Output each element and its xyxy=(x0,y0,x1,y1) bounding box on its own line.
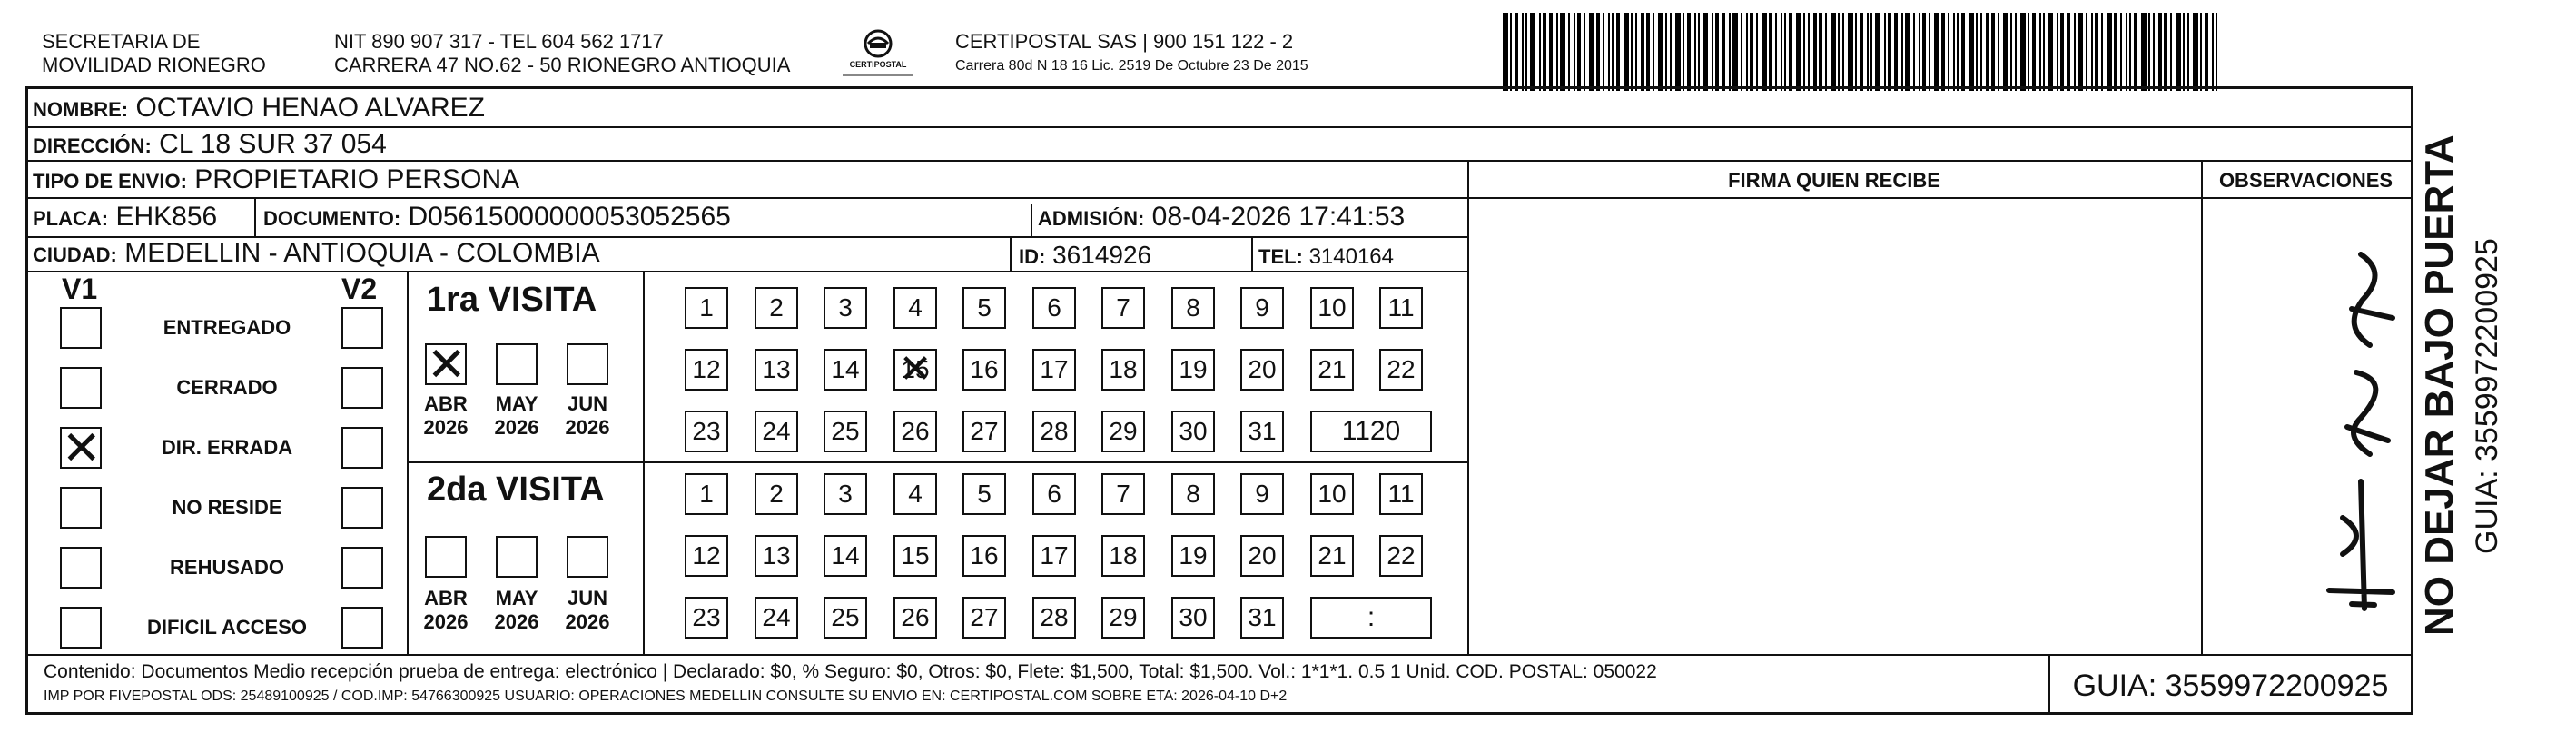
barcode-bar xyxy=(1675,13,1681,91)
visit-day-box[interactable]: 28 xyxy=(1032,597,1076,639)
city-label: CIUDAD: xyxy=(33,243,117,266)
visit-day-box[interactable]: 5 xyxy=(962,287,1006,329)
visit-day-box[interactable]: 6 xyxy=(1032,473,1076,515)
visit-month-name: MAY xyxy=(495,587,538,609)
v1-label: V1 xyxy=(62,272,98,305)
status-label: ENTREGADO xyxy=(163,316,291,339)
visit-month-checkbox[interactable] xyxy=(496,343,538,385)
visit-day-box[interactable]: 10 xyxy=(1310,287,1354,329)
visit-day-box[interactable]: 3 xyxy=(824,473,867,515)
barcode-bar xyxy=(1838,13,1840,91)
barcode-bar xyxy=(1665,13,1667,91)
visit-day-box[interactable]: 16 xyxy=(962,349,1006,391)
barcode-bar xyxy=(2200,13,2202,91)
barcode-bar xyxy=(1525,13,1527,91)
barcode-bar xyxy=(2039,13,2041,91)
barcode-bar xyxy=(2020,13,2026,91)
visit-day-box[interactable]: 11 xyxy=(1379,473,1423,515)
visit-day-box[interactable]: 14 xyxy=(824,349,867,391)
visit-day-box[interactable]: 6 xyxy=(1032,287,1076,329)
barcode-bar xyxy=(1670,13,1672,91)
barcode-bar xyxy=(1998,13,1999,91)
visit-day-box[interactable]: 15 ✕ xyxy=(893,349,937,391)
barcode-bar xyxy=(2060,13,2064,91)
barcode-bar xyxy=(1694,13,1696,91)
barcode-bar xyxy=(2212,13,2214,91)
barcode-bar xyxy=(1556,13,1558,91)
barcode-bar xyxy=(1976,13,1978,91)
barcode-bar xyxy=(2176,13,2181,91)
status-v1-checkbox[interactable] xyxy=(60,307,102,349)
barcode-bar xyxy=(1796,13,1801,91)
visit-month-name: MAY xyxy=(495,392,538,415)
visit-day-box[interactable]: 15 xyxy=(893,535,937,577)
visit-day-box[interactable]: 10 xyxy=(1310,473,1354,515)
visit-day-box[interactable]: 22 xyxy=(1379,535,1423,577)
barcode-bar xyxy=(1901,13,1903,91)
barcode-bar xyxy=(1503,13,1508,91)
admission-value: 08-04-2026 17:41:53 xyxy=(1151,202,1406,232)
visit-day-box[interactable]: 20 xyxy=(1240,349,1284,391)
visit-month-year: 2026 xyxy=(565,416,610,439)
status-v2-checkbox[interactable] xyxy=(341,307,383,349)
status-v2-checkbox[interactable] xyxy=(341,547,383,589)
visit-day-box[interactable]: 26 xyxy=(893,411,937,452)
barcode-bar xyxy=(2015,13,2017,91)
barcode-bar xyxy=(2032,13,2036,91)
barcode-bar xyxy=(2048,13,2053,91)
barcode-bar xyxy=(1961,13,1965,91)
visit-day-box[interactable]: 14 xyxy=(824,535,867,577)
barcode-bar xyxy=(1616,13,1620,91)
barcode-bar xyxy=(1855,13,1857,91)
status-v2-checkbox[interactable] xyxy=(341,427,383,469)
barcode-bar xyxy=(1687,13,1691,91)
visit-month-checkbox[interactable] xyxy=(425,536,467,578)
name-value: OCTAVIO HENAO ALVAREZ xyxy=(135,93,485,123)
address-label: DIRECCIÓN: xyxy=(33,134,152,157)
footer-contents: Contenido: Documentos Medio recepción prueba de entrega: electrónico | Declarado: $0, % Seguro: $0, Otros: $0, Flete: $1,500, Total: $1,500. Vol.: 1*1*1. 0.5 1 Unid. COD. POSTAL: 050022 xyxy=(44,661,1657,682)
barcode-bar xyxy=(1825,13,1827,91)
barcode-bar xyxy=(1953,13,1955,91)
barcode-bar xyxy=(1746,13,1748,91)
barcode-bar xyxy=(2086,13,2087,91)
barcode-bar xyxy=(1929,13,1930,91)
visit-day-box[interactable]: 9 xyxy=(1240,287,1284,329)
visit-month-year: 2026 xyxy=(494,610,539,633)
visit-day-box[interactable]: 23 xyxy=(685,597,728,639)
visit-day-box[interactable]: 12 xyxy=(685,349,728,391)
name-label: NOMBRE: xyxy=(33,98,129,121)
barcode-bar xyxy=(1698,13,1700,91)
document-value: D05615000000053052565 xyxy=(408,202,731,232)
visit-month-label xyxy=(489,392,545,440)
document-field xyxy=(263,202,731,234)
visit-month-year: 2026 xyxy=(423,610,469,633)
visit-day-box[interactable]: 30 xyxy=(1171,411,1215,452)
courier-line2: Carrera 80d N 18 16 Lic. 2519 De Octubre 23 De 2015 xyxy=(955,58,1308,74)
barcode-bar xyxy=(1991,13,1995,91)
visit-month-checkbox[interactable] xyxy=(496,536,538,578)
v2-label: V2 xyxy=(341,272,378,305)
barcode-bar xyxy=(1515,13,1518,91)
barcode-bar xyxy=(1596,13,1600,91)
barcode-bar xyxy=(1712,13,1713,91)
barcode-bar xyxy=(1732,13,1738,91)
org-name-line1: SECRETARIA DE xyxy=(42,30,201,53)
city-value: MEDELLIN - ANTIOQUIA - COLOMBIA xyxy=(124,238,600,268)
visit-day-box[interactable]: 29 xyxy=(1101,597,1145,639)
visit-day-box[interactable]: 31 xyxy=(1240,411,1284,452)
barcode-bar xyxy=(2141,13,2147,91)
visit-day-box[interactable]: 8 xyxy=(1171,473,1215,515)
barcode-bar xyxy=(1819,13,1822,91)
barcode-bar xyxy=(1769,13,1772,91)
courier-line1: CERTIPOSTAL SAS | 900 151 122 - 2 xyxy=(955,30,1294,53)
barcode-bar xyxy=(1584,13,1585,91)
barcode-bar xyxy=(1577,13,1581,91)
visit-day-box[interactable]: 2 xyxy=(755,473,798,515)
barcode-bar xyxy=(1530,13,1535,91)
visit-day-box[interactable]: 9 xyxy=(1240,473,1284,515)
visit-day-box[interactable]: 7 xyxy=(1101,287,1145,329)
row-divider-5 xyxy=(25,271,1467,272)
tel-value: 3140164 xyxy=(1308,244,1394,269)
barcode-bar xyxy=(2003,13,2008,91)
barcode-bar xyxy=(1549,13,1553,91)
visit-day-box[interactable]: 4 xyxy=(893,473,937,515)
barcode-bar xyxy=(2043,13,2045,91)
visit-time-box[interactable]: : xyxy=(1310,597,1432,639)
status-v1-checkbox[interactable] xyxy=(60,427,102,469)
barcode-bar xyxy=(2134,13,2137,91)
name-field xyxy=(33,93,485,125)
status-label: CERRADO xyxy=(176,376,278,399)
id-value: 3614926 xyxy=(1052,241,1152,269)
barcode-bar xyxy=(1894,13,1898,91)
barcode-bar xyxy=(1568,13,1570,91)
visit-day-box[interactable]: 25 xyxy=(824,597,867,639)
barcode-bar xyxy=(1703,13,1708,91)
visit-month-label xyxy=(418,587,474,634)
certipostal-logo xyxy=(841,25,915,80)
observations-header: OBSERVACIONES xyxy=(2218,169,2393,192)
guide-box xyxy=(2048,656,2411,712)
barcode-bar xyxy=(1948,13,1949,91)
visit-day-box[interactable]: 3 xyxy=(824,287,867,329)
signature-header: FIRMA QUIEN RECIBE xyxy=(1728,169,1940,192)
barcode-bar xyxy=(2205,13,2208,91)
barcode-bar xyxy=(1875,13,1880,91)
barcode-bar xyxy=(1808,13,1810,91)
barcode-bar xyxy=(1574,13,1575,91)
barcode-bar xyxy=(2114,13,2117,91)
visit-day-box[interactable]: 25 xyxy=(824,411,867,452)
plate-field xyxy=(33,202,217,234)
visit-day-box[interactable]: 20 xyxy=(1240,535,1284,577)
barcode-bar xyxy=(1884,13,1886,91)
barcode-bar xyxy=(1784,13,1786,91)
visit-split xyxy=(407,461,1467,463)
footer-print-info: IMP POR FIVEPOSTAL ODS: 25489100925 / COD.IMP: 54766300925 USUARIO: OPERACIONES MEDELLIN CONSULTE SU ENVIO EN: CERTIPOSTAL.COM SOBRE ETA: 2026-04-10 D+2 xyxy=(44,689,1288,704)
barcode-bar xyxy=(1715,13,1719,91)
barcode-bar xyxy=(2158,13,2162,91)
plate-value: EHK856 xyxy=(115,202,218,232)
handwritten-signature xyxy=(2306,245,2406,627)
barcode-bar xyxy=(1646,13,1650,91)
barcode-bar xyxy=(2091,13,2093,91)
barcode-bar xyxy=(1658,13,1663,91)
row-divider-1 xyxy=(25,126,2411,128)
document-label: DOCUMENTO: xyxy=(263,207,401,230)
barcode-bar xyxy=(1860,13,1863,91)
barcode-bar xyxy=(1957,13,1959,91)
visit-month-year: 2026 xyxy=(494,416,539,439)
barcode-bar xyxy=(2183,13,2185,91)
barcode-bar xyxy=(1831,13,1836,91)
visit-day-box[interactable]: 18 xyxy=(1101,349,1145,391)
send-type-value: PROPIETARIO PERSONA xyxy=(194,164,520,194)
barcode-bar xyxy=(1543,13,1546,91)
barcode-bar xyxy=(2170,13,2172,91)
visit-month-label xyxy=(489,587,545,634)
barcode-bar xyxy=(1560,13,1565,91)
barcode-bar xyxy=(1867,13,1869,91)
send-type-field xyxy=(33,164,519,197)
barcode-bar xyxy=(2148,13,2150,91)
barcode-bar xyxy=(1781,13,1782,91)
side-divider xyxy=(2411,86,2413,715)
visit-day-box[interactable]: 11 xyxy=(1379,287,1423,329)
visit-month-checkbox[interactable] xyxy=(567,536,608,578)
visit-day-box[interactable]: 26 xyxy=(893,597,937,639)
visit1-title: 1ra VISITA xyxy=(427,281,597,319)
visit-day-box[interactable]: 23 xyxy=(685,411,728,452)
barcode-bar xyxy=(1941,13,1945,91)
visit-month-name: ABR xyxy=(424,392,468,415)
visit-day-box[interactable]: 12 xyxy=(685,535,728,577)
barcode-bar xyxy=(1813,13,1817,91)
visit-month-year: 2026 xyxy=(423,416,469,439)
status-label: DIR. ERRADA xyxy=(161,436,293,459)
visit-day-box[interactable]: 21 xyxy=(1310,535,1354,577)
admission-field xyxy=(1038,202,1405,234)
barcode-bar xyxy=(1539,13,1541,91)
visit-day-box[interactable]: 19 xyxy=(1171,535,1215,577)
visit-month-name: ABR xyxy=(424,587,468,609)
visit-day-box[interactable]: 18 xyxy=(1101,535,1145,577)
barcode-bar xyxy=(2126,13,2127,91)
barcode-bar xyxy=(2010,13,2012,91)
observations-divider xyxy=(2201,160,2203,654)
city-field xyxy=(33,238,600,271)
barcode-bar xyxy=(2187,13,2189,91)
barcode-bar xyxy=(1980,13,1982,91)
visit2-title: 2da VISITA xyxy=(427,471,605,509)
barcode-bar xyxy=(1641,13,1644,91)
id-field xyxy=(1019,240,1151,272)
id-label: ID: xyxy=(1019,245,1046,268)
barcode-bar xyxy=(2120,13,2122,91)
barcode-bar xyxy=(1624,13,1629,91)
barcode-bar xyxy=(1789,13,1792,91)
id-divider xyxy=(1010,238,1012,271)
barcode-bar xyxy=(1631,13,1633,91)
barcode-bar xyxy=(2067,13,2070,91)
visit-day-box[interactable]: 1 xyxy=(685,473,728,515)
barcode-bar xyxy=(1608,13,1610,91)
visit-day-box[interactable]: 31 xyxy=(1240,597,1284,639)
barcode-bar xyxy=(1905,13,1910,91)
status-v2-checkbox[interactable] xyxy=(341,487,383,529)
barcode-bar xyxy=(1870,13,1872,91)
barcode-bar xyxy=(2153,13,2155,91)
barcode-bar xyxy=(1603,13,1604,91)
status-label: NO RESIDE xyxy=(172,496,282,519)
barcode xyxy=(1503,13,2229,91)
barcode-bar xyxy=(1922,13,1926,91)
status-label: DIFICIL ACCESO xyxy=(146,616,307,639)
visit-month-year: 2026 xyxy=(565,610,610,633)
visit-month-label xyxy=(418,392,474,440)
barcode-bar xyxy=(2078,13,2083,91)
visit-day-box[interactable]: 1 xyxy=(685,287,728,329)
address-field xyxy=(33,129,387,162)
tel-label: TEL: xyxy=(1258,245,1303,268)
status-v1-checkbox[interactable] xyxy=(60,487,102,529)
visit-day-box[interactable]: 8 xyxy=(1171,287,1215,329)
logo-text: CERTIPOSTAL xyxy=(849,60,907,69)
visit-day-box[interactable]: 16 xyxy=(962,535,1006,577)
visit-day-box[interactable]: 7 xyxy=(1101,473,1145,515)
barcode-bar xyxy=(2095,13,2098,91)
barcode-bar xyxy=(1589,13,1594,91)
barcode-bar xyxy=(2028,13,2029,91)
barcode-bar xyxy=(1842,13,1844,91)
send-type-label: TIPO DE ENVIO: xyxy=(33,170,187,193)
visit-month-label xyxy=(559,392,616,440)
side-warning: NO DEJAR BAJO PUERTA xyxy=(2417,134,2462,636)
barcode-bar xyxy=(1986,13,1989,91)
tel-field xyxy=(1258,242,1394,272)
barcode-bar xyxy=(2057,13,2058,91)
visit-day-box[interactable]: 27 xyxy=(962,597,1006,639)
barcode-bar xyxy=(2216,13,2217,91)
plate-divider xyxy=(254,197,256,236)
visit-month-checkbox[interactable] xyxy=(425,343,467,385)
barcode-bar xyxy=(1729,13,1731,91)
visit-day-box[interactable]: 24 xyxy=(755,411,798,452)
admission-divider xyxy=(1031,204,1032,236)
status-v2-checkbox[interactable] xyxy=(341,607,383,649)
barcode-bar xyxy=(1741,13,1742,91)
barcode-bar xyxy=(1803,13,1805,91)
visit-day-box[interactable]: 19 xyxy=(1171,349,1215,391)
visit-month-label xyxy=(559,587,616,634)
visit-day-box[interactable]: 27 xyxy=(962,411,1006,452)
visit-day-box[interactable]: 24 xyxy=(755,597,798,639)
status-v1-checkbox[interactable] xyxy=(60,547,102,589)
barcode-bar xyxy=(1775,13,1777,91)
column-head-divider xyxy=(1467,197,2411,199)
address-line: CARRERA 47 NO.62 - 50 RIONEGRO ANTIOQUIA xyxy=(334,54,791,76)
visit-month-name: JUN xyxy=(567,587,607,609)
visit-month-checkbox[interactable] xyxy=(567,343,608,385)
address-value: CL 18 SUR 37 054 xyxy=(159,129,387,159)
barcode-bar xyxy=(1762,13,1767,91)
barcode-bar xyxy=(2074,13,2076,91)
barcode-bar xyxy=(1510,13,1512,91)
barcode-bar xyxy=(1722,13,1725,91)
visit-day-box[interactable]: 30 xyxy=(1171,597,1215,639)
certipostal-logo-icon xyxy=(841,25,915,80)
status-v1-checkbox[interactable] xyxy=(60,607,102,649)
visit-day-box[interactable]: 4 xyxy=(893,287,937,329)
visit-day-box[interactable]: 17 xyxy=(1032,349,1076,391)
status-v2-checkbox[interactable] xyxy=(341,367,383,409)
barcode-bar xyxy=(1522,13,1524,91)
visit-month-name: JUN xyxy=(567,392,607,415)
barcode-bar xyxy=(1653,13,1654,91)
status-label: REHUSADO xyxy=(170,556,284,579)
visit-day-box[interactable]: 2 xyxy=(755,287,798,329)
barcode-bar xyxy=(2107,13,2112,91)
visit-day-box[interactable]: 29 xyxy=(1101,411,1145,452)
barcode-bar xyxy=(1919,13,1920,91)
barcode-bar xyxy=(1888,13,1891,91)
visit-day-box[interactable]: 21 xyxy=(1310,349,1354,391)
barcode-bar xyxy=(2129,13,2131,91)
signature-left-divider xyxy=(1467,160,1469,654)
org-name-line2: MOVILIDAD RIONEGRO xyxy=(42,54,266,76)
status-v1-checkbox[interactable] xyxy=(60,367,102,409)
barcode-bar xyxy=(1756,13,1758,91)
plate-label: PLACA: xyxy=(33,207,109,230)
barcode-bar xyxy=(1848,13,1853,91)
barcode-bar xyxy=(2164,13,2167,91)
barcode-bar xyxy=(1934,13,1939,91)
barcode-bar xyxy=(1683,13,1684,91)
barcode-bar xyxy=(2101,13,2103,91)
barcode-bar xyxy=(1969,13,1974,91)
barcode-bar xyxy=(1635,13,1637,91)
visit-time-box[interactable]: 1120 xyxy=(1310,411,1432,452)
visit-day-box[interactable]: 13 xyxy=(755,535,798,577)
nit-line: NIT 890 907 317 - TEL 604 562 1717 xyxy=(334,30,664,53)
tel-divider xyxy=(1251,238,1253,271)
barcode-bar xyxy=(1612,13,1614,91)
visit-day-box[interactable]: 5 xyxy=(962,473,1006,515)
admission-label: ADMISIÓN: xyxy=(1038,207,1145,230)
side-guide: GUIA: 3559972200925 xyxy=(2470,238,2504,554)
visit-day-box[interactable]: 13 xyxy=(755,349,798,391)
barcode-bar xyxy=(1750,13,1753,91)
barcode-bar xyxy=(1913,13,1915,91)
visit-day-box[interactable]: 28 xyxy=(1032,411,1076,452)
guide-box-text: GUIA: 3559972200925 xyxy=(2072,669,2389,703)
barcode-bar xyxy=(2193,13,2198,91)
visit-day-box[interactable]: 22 xyxy=(1379,349,1423,391)
visit-day-box[interactable]: 17 xyxy=(1032,535,1076,577)
